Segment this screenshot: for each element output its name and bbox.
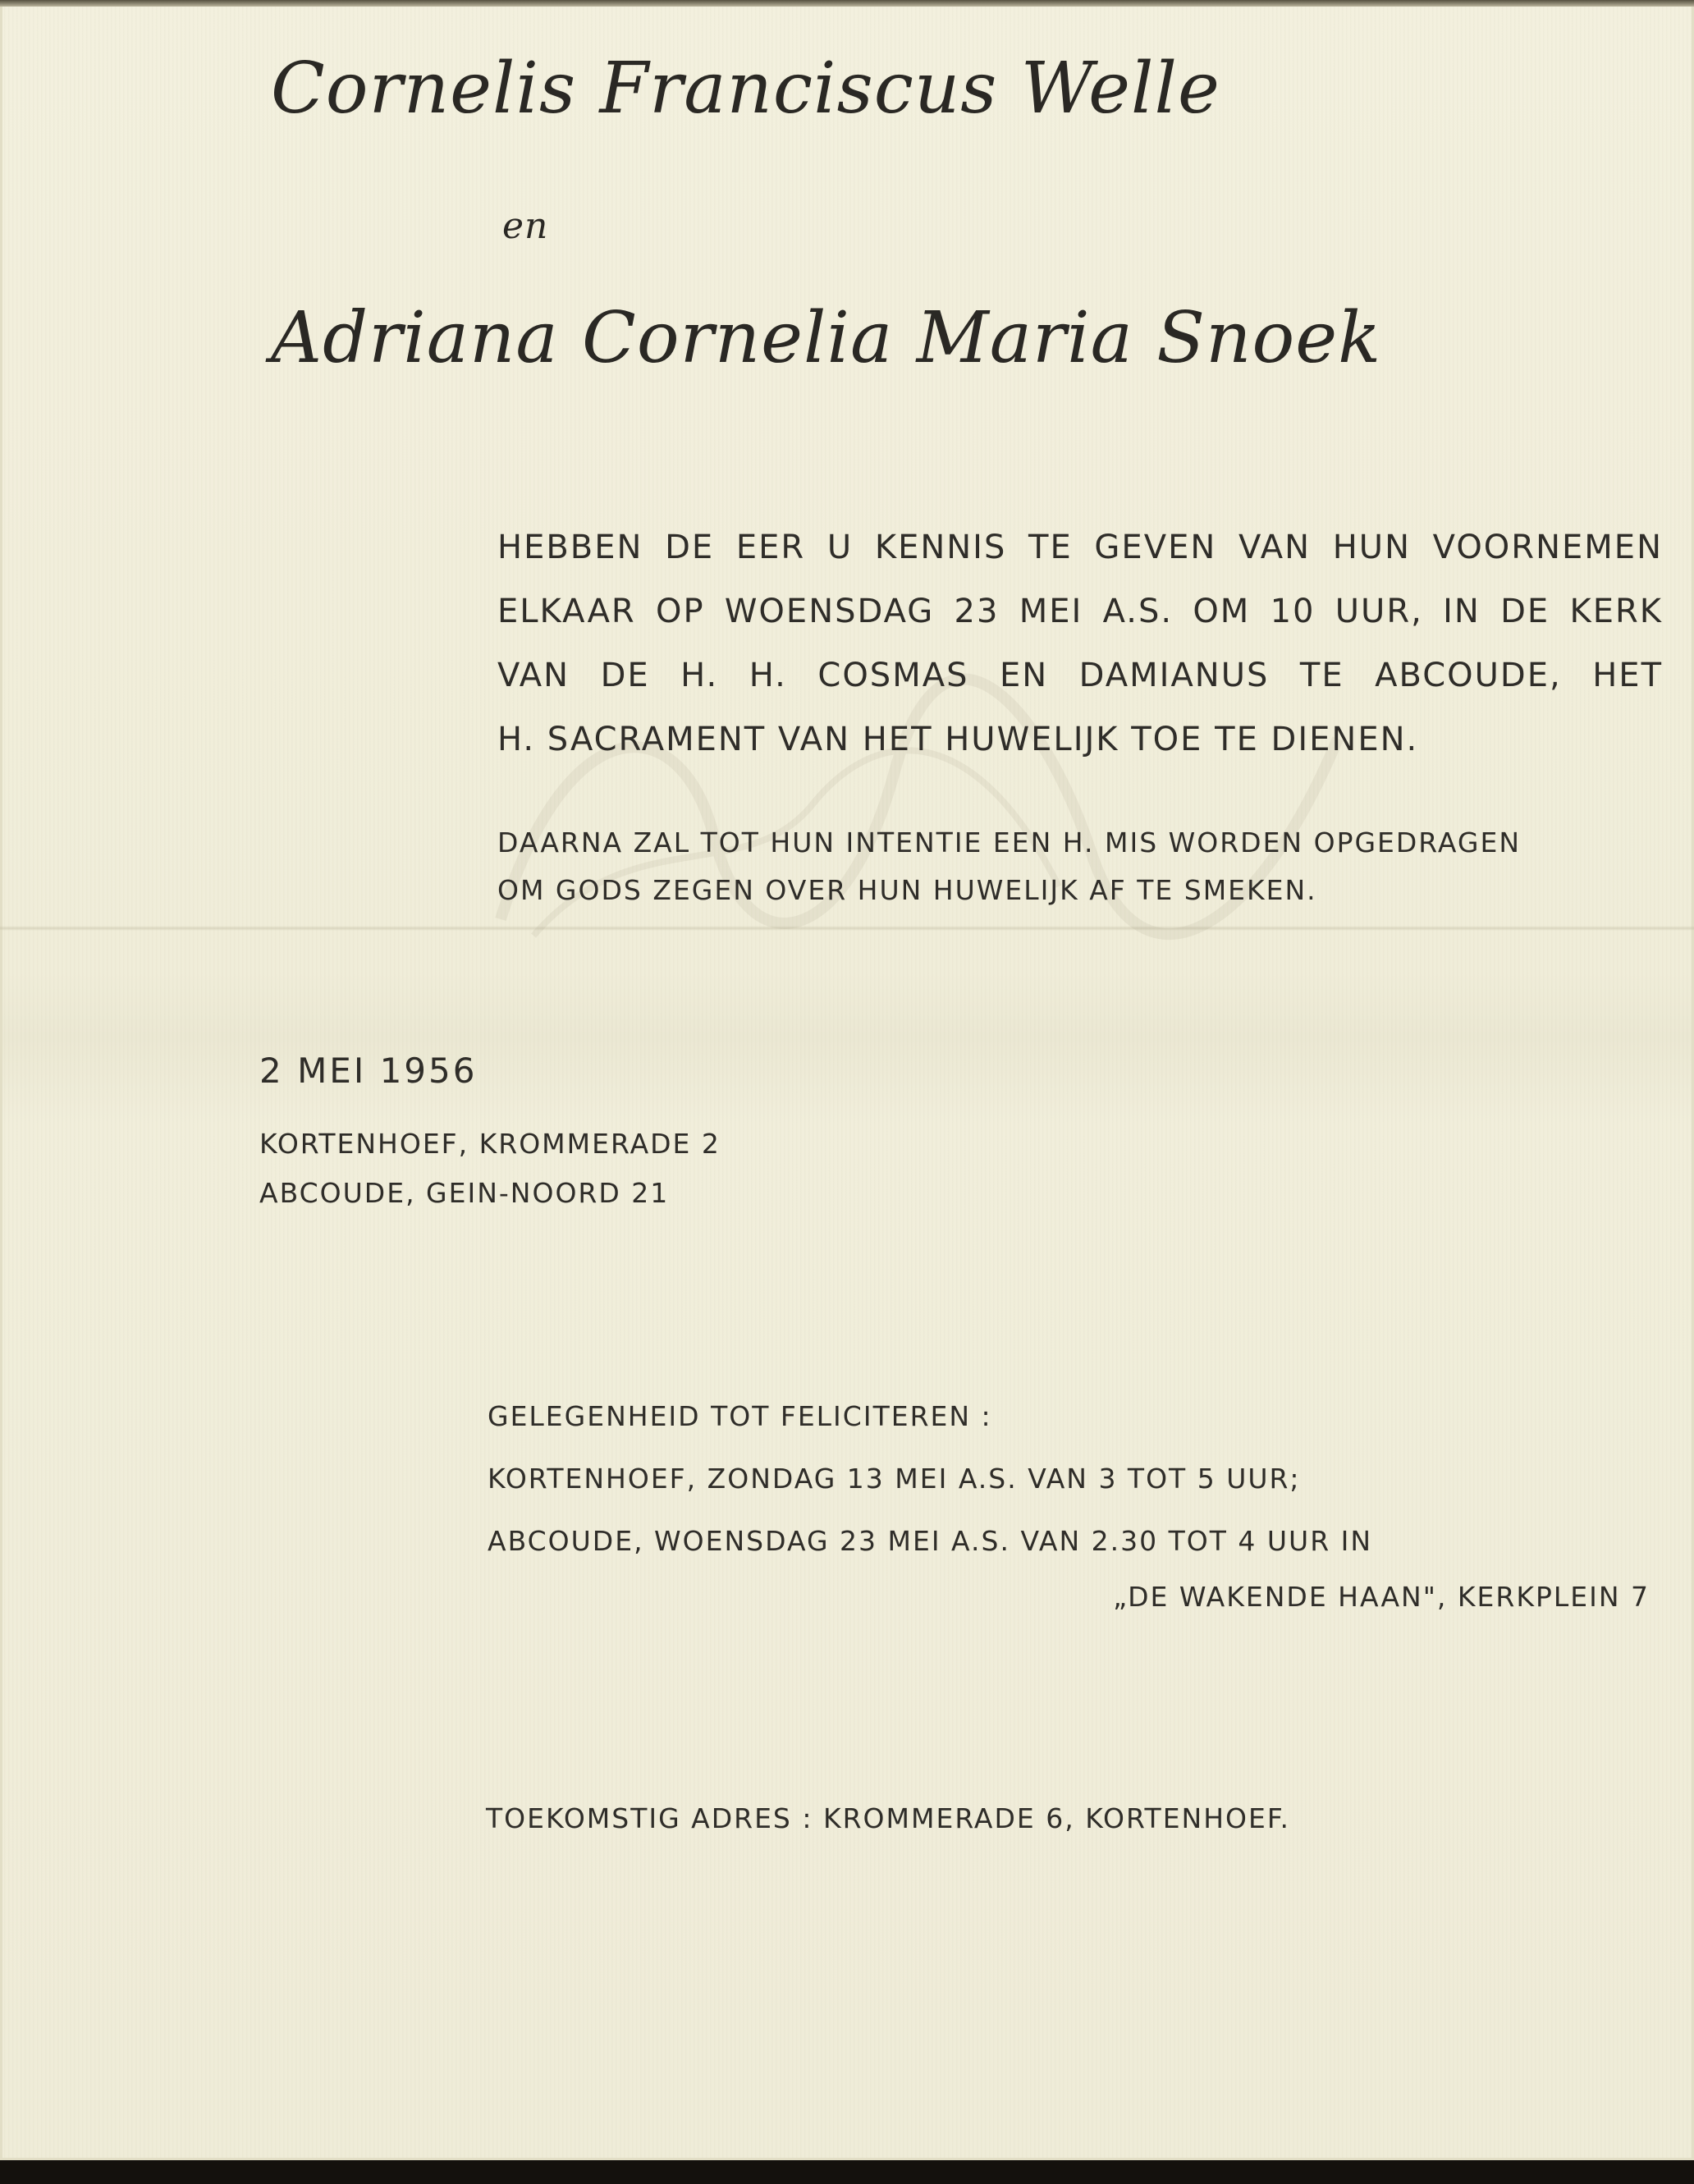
conjunction-text: en <box>502 205 549 247</box>
mass-paragraph <box>497 819 1663 914</box>
scan-background-edge <box>0 2160 1694 2184</box>
groom-name: Cornelis Franciscus Welle <box>271 48 1220 130</box>
mass-line: OM GODS ZEGEN OVER HUN HUWELIJK AF TE SMEKEN. <box>497 874 1317 906</box>
future-address: TOEKOMSTIG ADRES : KROMMERADE 6, KORTENHOEF. <box>486 1802 1291 1834</box>
card-top-edge <box>0 0 1694 7</box>
mass-line: DAARNA ZAL TOT HUN INTENTIE EEN H. MIS WORDEN OPGEDRAGEN <box>497 826 1522 858</box>
congratulations-line: KORTENHOEF, ZONDAG 13 MEI A.S. VAN 3 TOT 5 UUR; <box>488 1463 1301 1495</box>
sender-address-2: ABCOUDE, GEIN-NOORD 21 <box>259 1177 670 1209</box>
congratulations-venue: „DE WAKENDE HAAN", KERKPLEIN 7 <box>1113 1581 1650 1613</box>
announcement-paragraph <box>497 515 1663 771</box>
congratulations-heading: GELEGENHEID TOT FELICITEREN : <box>488 1400 992 1432</box>
announcement-line: H. SACRAMENT VAN HET HUWELIJK TOE TE DIENEN. <box>497 721 1419 758</box>
sender-address-1: KORTENHOEF, KROMMERADE 2 <box>259 1128 721 1160</box>
congratulations-line: ABCOUDE, WOENSDAG 23 MEI A.S. VAN 2.30 TOT 4 UUR IN <box>488 1525 1373 1557</box>
announcement-line: HEBBEN DE EER U KENNIS TE GEVEN VAN HUN VOORNEMEN <box>497 529 1663 566</box>
bride-name: Adriana Cornelia Maria Snoek <box>271 297 1382 379</box>
announcement-date: 2 MEI 1956 <box>259 1051 478 1091</box>
announcement-line: VAN DE H. H. COSMAS EN DAMIANUS TE ABCOUDE, HET <box>497 657 1663 694</box>
congratulations-section <box>488 1385 1669 1622</box>
announcement-line: ELKAAR OP WOENSDAG 23 MEI A.S. OM 10 UUR, IN DE KERK <box>497 593 1663 630</box>
